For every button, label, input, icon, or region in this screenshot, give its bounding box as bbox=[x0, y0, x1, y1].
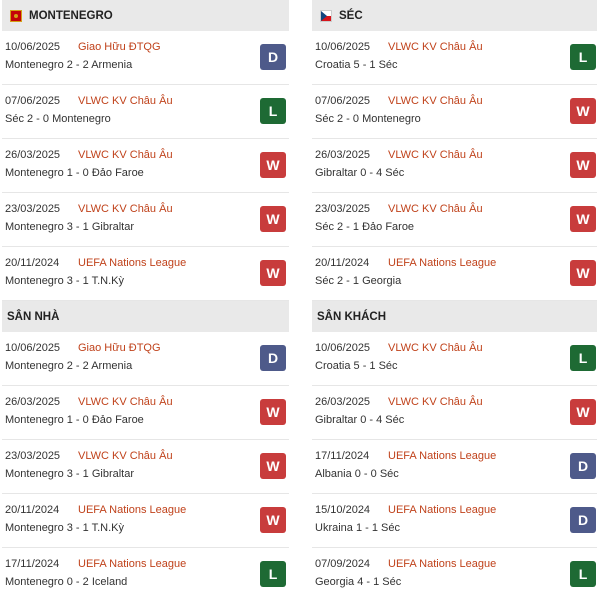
match-row[interactable] bbox=[312, 139, 597, 193]
competition-link[interactable]: UEFA Nations League bbox=[78, 504, 187, 516]
match-row[interactable] bbox=[312, 332, 597, 386]
match-row[interactable] bbox=[2, 247, 289, 301]
match-score: Montenegro 1 - 0 Đảo Faroe bbox=[5, 414, 144, 426]
competition-link[interactable]: VLWC KV Châu Âu bbox=[78, 203, 173, 215]
match-date: 10/06/2025 bbox=[315, 41, 371, 53]
match-score: Montenegro 2 - 2 Armenia bbox=[5, 360, 133, 372]
match-date: 23/03/2025 bbox=[5, 203, 61, 215]
competition-link[interactable]: VLWC KV Châu Âu bbox=[388, 342, 483, 354]
match-row[interactable] bbox=[2, 31, 289, 85]
competition-link[interactable]: UEFA Nations League bbox=[388, 504, 497, 516]
match-date: 26/03/2025 bbox=[315, 396, 371, 408]
result-badge: W bbox=[570, 152, 596, 178]
venue-list-left bbox=[2, 332, 289, 595]
venue-title-right: SÂN KHÁCH bbox=[317, 310, 386, 323]
result-badge: W bbox=[260, 206, 286, 232]
match-score: Georgia 4 - 1 Séc bbox=[315, 576, 402, 588]
match-score: Séc 2 - 1 Đảo Faroe bbox=[315, 221, 415, 233]
result-badge: W bbox=[260, 152, 286, 178]
result-badge: L bbox=[260, 98, 286, 124]
match-row[interactable] bbox=[312, 548, 597, 595]
competition-link[interactable]: VLWC KV Châu Âu bbox=[78, 95, 173, 107]
result-badge: L bbox=[570, 345, 596, 371]
match-row[interactable] bbox=[312, 193, 597, 247]
match-date: 10/06/2025 bbox=[5, 342, 61, 354]
match-score: Gibraltar 0 - 4 Séc bbox=[315, 414, 405, 426]
venue-header-right bbox=[312, 301, 597, 332]
competition-link[interactable]: VLWC KV Châu Âu bbox=[78, 149, 173, 161]
match-date: 10/06/2025 bbox=[5, 41, 61, 53]
competition-link[interactable]: VLWC KV Châu Âu bbox=[388, 396, 483, 408]
match-score: Montenegro 3 - 1 Gibraltar bbox=[5, 221, 135, 233]
match-score: Croatia 5 - 1 Séc bbox=[315, 360, 398, 372]
competition-link[interactable]: VLWC KV Châu Âu bbox=[388, 149, 483, 161]
recent-list-left bbox=[2, 31, 289, 301]
result-badge: W bbox=[570, 260, 596, 286]
result-badge: L bbox=[260, 561, 286, 587]
czech-flag-icon bbox=[320, 10, 332, 22]
recent-list-right bbox=[312, 31, 597, 301]
competition-link[interactable]: VLWC KV Châu Âu bbox=[388, 41, 483, 53]
team-title-left: MONTENEGRO bbox=[29, 9, 113, 22]
venue-header-left bbox=[2, 301, 289, 332]
match-score: Montenegro 3 - 1 Gibraltar bbox=[5, 468, 135, 480]
competition-link[interactable]: VLWC KV Châu Âu bbox=[388, 95, 483, 107]
right-column bbox=[312, 0, 597, 595]
result-badge: W bbox=[260, 507, 286, 533]
match-date: 26/03/2025 bbox=[5, 149, 61, 161]
match-row[interactable] bbox=[312, 440, 597, 494]
match-row[interactable] bbox=[2, 85, 289, 139]
team-title-right: SÉC bbox=[339, 9, 363, 22]
montenegro-flag-icon bbox=[10, 10, 22, 22]
competition-link[interactable]: UEFA Nations League bbox=[388, 450, 497, 462]
match-score: Séc 2 - 1 Georgia bbox=[315, 275, 402, 287]
match-score: Montenegro 3 - 1 T.N.Kỳ bbox=[5, 275, 125, 287]
competition-link[interactable]: VLWC KV Châu Âu bbox=[78, 396, 173, 408]
match-date: 23/03/2025 bbox=[315, 203, 371, 215]
match-row[interactable] bbox=[312, 494, 597, 548]
match-date: 07/06/2025 bbox=[5, 95, 61, 107]
match-row[interactable] bbox=[2, 193, 289, 247]
match-score: Séc 2 - 0 Montenegro bbox=[5, 113, 111, 125]
match-score: Croatia 5 - 1 Séc bbox=[315, 59, 398, 71]
match-date: 07/06/2025 bbox=[315, 95, 371, 107]
match-date: 26/03/2025 bbox=[315, 149, 371, 161]
competition-link[interactable]: Giao Hữu ĐTQG bbox=[78, 41, 161, 53]
match-date: 20/11/2024 bbox=[5, 504, 60, 516]
result-badge: W bbox=[260, 399, 286, 425]
match-row[interactable] bbox=[312, 31, 597, 85]
venue-list-right bbox=[312, 332, 597, 595]
result-badge: W bbox=[570, 98, 596, 124]
match-date: 20/11/2024 bbox=[5, 257, 60, 269]
result-badge: W bbox=[570, 399, 596, 425]
competition-link[interactable]: Giao Hữu ĐTQG bbox=[78, 342, 161, 354]
match-row[interactable] bbox=[312, 85, 597, 139]
match-date: 10/06/2025 bbox=[315, 342, 371, 354]
match-date: 23/03/2025 bbox=[5, 450, 61, 462]
result-badge: D bbox=[260, 44, 286, 70]
match-row[interactable] bbox=[312, 247, 597, 301]
competition-link[interactable]: UEFA Nations League bbox=[78, 558, 187, 570]
match-score: Ukraina 1 - 1 Séc bbox=[315, 522, 400, 534]
match-row[interactable] bbox=[2, 386, 289, 440]
match-row[interactable] bbox=[2, 440, 289, 494]
match-score: Gibraltar 0 - 4 Séc bbox=[315, 167, 405, 179]
match-score: Albania 0 - 0 Séc bbox=[315, 468, 399, 480]
competition-link[interactable]: UEFA Nations League bbox=[388, 558, 497, 570]
match-row[interactable] bbox=[2, 494, 289, 548]
match-date: 07/09/2024 bbox=[315, 558, 371, 570]
result-badge: D bbox=[570, 453, 596, 479]
match-date: 17/11/2024 bbox=[5, 558, 60, 570]
match-row[interactable] bbox=[312, 386, 597, 440]
result-badge: L bbox=[570, 561, 596, 587]
result-badge: D bbox=[570, 507, 596, 533]
result-badge: D bbox=[260, 345, 286, 371]
competition-link[interactable]: VLWC KV Châu Âu bbox=[388, 203, 483, 215]
match-date: 17/11/2024 bbox=[315, 450, 370, 462]
match-date: 20/11/2024 bbox=[315, 257, 370, 269]
venue-title-left: SÂN NHÀ bbox=[7, 310, 60, 323]
match-score: Montenegro 3 - 1 T.N.Kỳ bbox=[5, 522, 125, 534]
competition-link[interactable]: VLWC KV Châu Âu bbox=[78, 450, 173, 462]
result-badge: L bbox=[570, 44, 596, 70]
match-score: Montenegro 0 - 2 Iceland bbox=[5, 576, 128, 588]
result-badge: W bbox=[260, 260, 286, 286]
team-header-right bbox=[312, 0, 597, 31]
match-row[interactable] bbox=[2, 332, 289, 386]
result-badge: W bbox=[570, 206, 596, 232]
competition-link[interactable]: UEFA Nations League bbox=[78, 257, 187, 269]
result-badge: W bbox=[260, 453, 286, 479]
match-row[interactable] bbox=[2, 139, 289, 193]
match-score: Séc 2 - 0 Montenegro bbox=[315, 113, 421, 125]
match-row[interactable] bbox=[2, 548, 289, 595]
match-score: Montenegro 2 - 2 Armenia bbox=[5, 59, 133, 71]
match-date: 26/03/2025 bbox=[5, 396, 61, 408]
competition-link[interactable]: UEFA Nations League bbox=[388, 257, 497, 269]
match-score: Montenegro 1 - 0 Đảo Faroe bbox=[5, 167, 144, 179]
match-date: 15/10/2024 bbox=[315, 504, 371, 516]
left-column bbox=[2, 0, 289, 595]
team-header-left bbox=[2, 0, 289, 31]
